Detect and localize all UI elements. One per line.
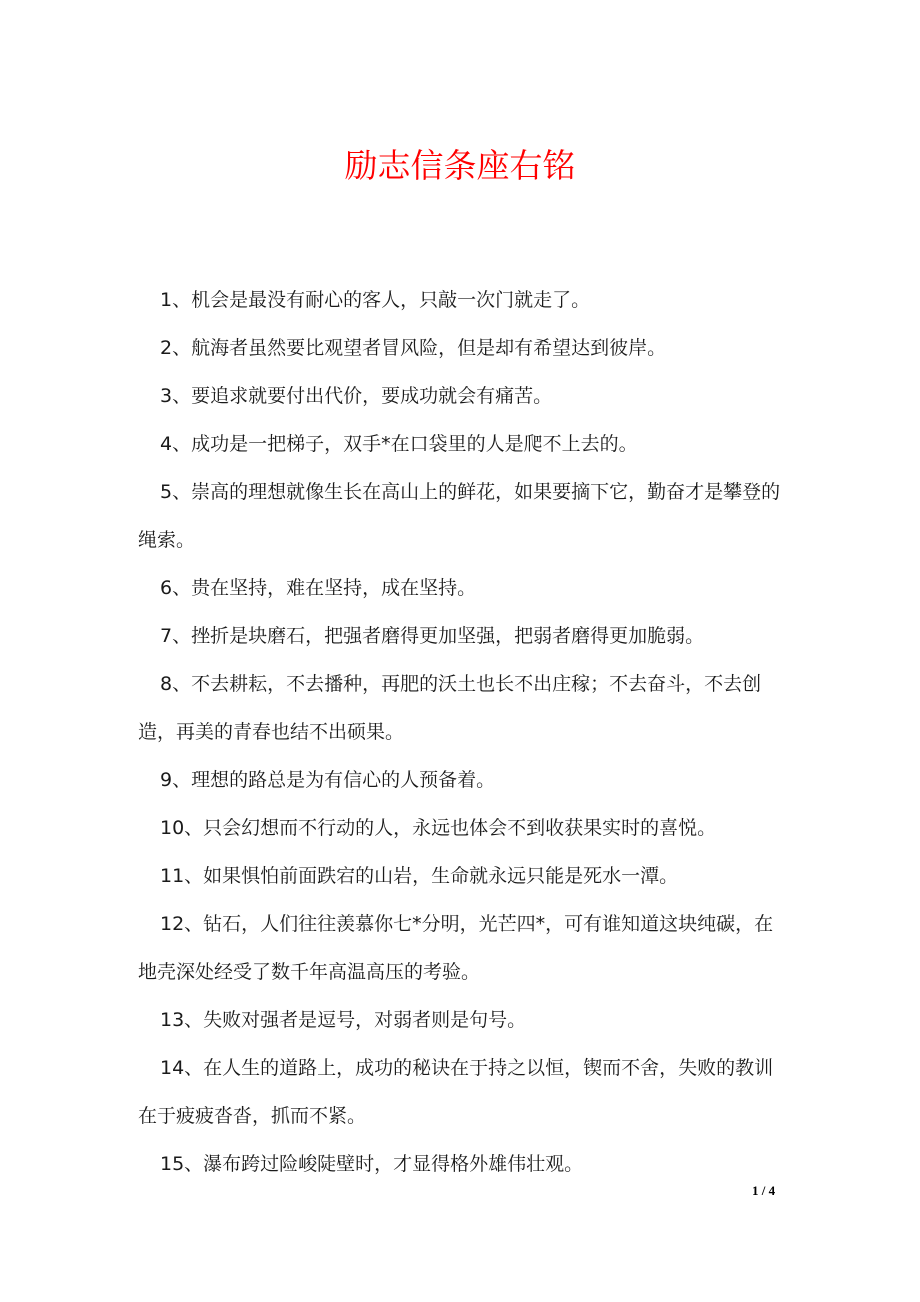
motto-item: 13、失败对强者是逗号，对弱者则是句号。 [160, 1009, 527, 1031]
motto-item: 2、航海者虽然要比观望者冒风险，但是却有希望达到彼岸。 [160, 337, 667, 359]
motto-item: 10、只会幻想而不行动的人，永远也体会不到收获果实时的喜悦。 [160, 817, 717, 839]
motto-item: 3、要追求就要付出代价，要成功就会有痛苦。 [160, 385, 553, 407]
motto-item: 1、机会是最没有耐心的客人，只敲一次门就走了。 [160, 289, 591, 311]
motto-item: 15、瀑布跨过险峻陡壁时，才显得格外雄伟壮观。 [160, 1153, 584, 1175]
motto-item: 8、不去耕耘，不去播种，再肥的沃土也长不出庄稼；不去奋斗，不去创造，再美的青春也结不出硕果。 [138, 673, 762, 743]
page-number: 1 / 4 [752, 1183, 776, 1198]
motto-item: 4、成功是一把梯子，双手*在口袋里的人是爬不上去的。 [160, 433, 638, 455]
motto-item: 6、贵在坚持，难在坚持，成在坚持。 [160, 577, 477, 599]
motto-item: 5、崇高的理想就像生长在高山上的鲜花，如果要摘下它，勤奋才是攀登的绳索。 [138, 481, 781, 551]
motto-item: 11、如果惧怕前面跌宕的山岩，生命就永远只能是死水一潭。 [160, 865, 679, 887]
motto-item: 12、钻石，人们往往羡慕你七*分明，光芒四*，可有谁知道这块纯碳，在地壳深处经受了数千年高温高压的考验。 [138, 913, 774, 983]
document-title: 励志信条座右铭 [344, 146, 576, 185]
motto-item: 7、挫折是块磨石，把强者磨得更加坚强，把弱者磨得更加脆弱。 [160, 625, 705, 647]
motto-item: 9、理想的路总是为有信心的人预备着。 [160, 769, 496, 791]
motto-item: 14、在人生的道路上，成功的秘诀在于持之以恒，锲而不舍，失败的教训在于疲疲沓沓，抓而不紧。 [138, 1057, 774, 1127]
motto-list [138, 276, 788, 1188]
